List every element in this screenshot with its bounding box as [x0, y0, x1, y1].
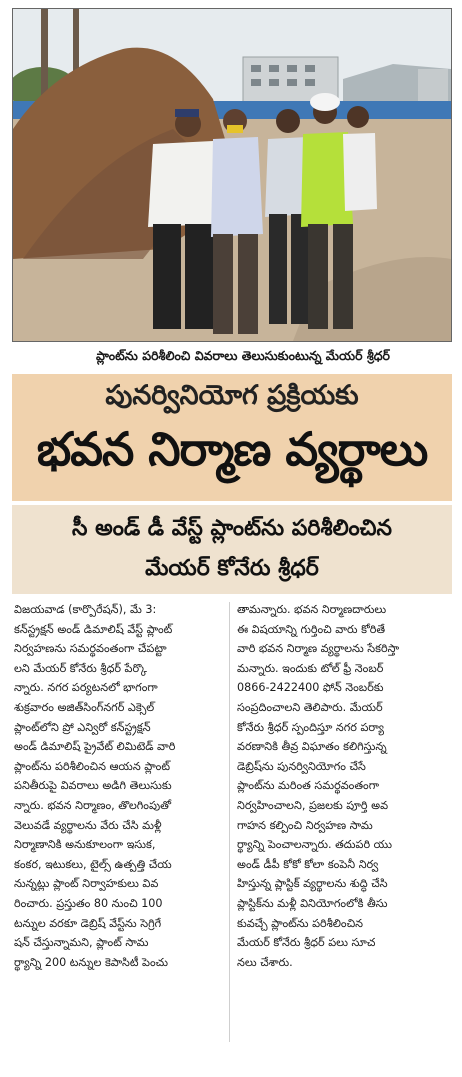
article-line: పనితీరుపై వివరాలు అడిగి తెలుసుకు [14, 779, 172, 793]
article-line: శుక్రవారం అజిత్‌సింగ్‌నగర్ ఎక్సెల్ [14, 700, 155, 714]
article-line: నిర్వహణను సమర్థవంతంగా చేపట్టా [14, 642, 167, 656]
article-line: విజయవాడ (కార్పొరేషన్), మే 3: [14, 603, 157, 616]
headline-kicker: పునర్వినియోగ ప్రక్రియకు [105, 380, 359, 411]
news-photo-illustration [13, 9, 451, 341]
article-line: ప్లాంట్‌ను మరింత సమర్థవంతంగా [237, 779, 380, 793]
article-line: టన్నుల వరకూ డెబ్రిష్ వేస్ట్‌ను సెగ్రిగే [14, 916, 162, 930]
article-line: మన్నారు. ఇందుకు టోల్ ఫ్రీ నెంబర్ [237, 661, 384, 675]
article-line: నున్నట్లు ప్లాంట్ నిర్వాహకులు వివ [14, 877, 159, 891]
article-line: 0866-2422400 ఫోన్ నెంబర్‌కు [237, 681, 384, 695]
article-line: న్నారు. భవన నిర్మాణం, తొలగింపుతో [14, 798, 172, 812]
article-line: నలు చేశారు. [237, 955, 293, 969]
article-line: డెబ్రిష్‌ను పునర్వినియోగం చేసే [237, 759, 366, 773]
article-column-left [14, 600, 226, 972]
article-line: అండ్ డీపీ కోకో కోలా కంపెనీ నిర్వ [237, 857, 379, 871]
article-line: వరణానికి తీవ్ర విఘాతం కలిగిస్తున్న [237, 740, 387, 754]
article-line: తామన్నారు. భవన నిర్మాణదారులు [237, 603, 387, 616]
news-photo [12, 8, 452, 342]
article-line: కువచ్చే ప్లాంట్‌ను పరిశీలించిన [237, 916, 364, 930]
headline-box [12, 374, 452, 501]
article-line: అండ్ డిమాలిష్ ప్రైవేట్ లిమిటెడ్ వారి [14, 740, 176, 754]
article-line: వెలువడే వ్యర్థాలను వేరు చేసి మళ్లీ [14, 818, 162, 832]
article-line: కోనేరు శ్రీధర్ స్పందిస్తూ నగర పర్యా [237, 720, 385, 734]
article-line: ప్లాస్టిక్‌ను మళ్లీ వినియోగంలోకి తీసు [237, 896, 388, 910]
headline-title: భవన నిర్మాణ వ్యర్థాలు [36, 422, 428, 476]
article-line: సంప్రదించాలని తెలిపారు. మేయర్ [237, 700, 383, 714]
subheadline-line-2: మేయర్ కోనేరు శ్రీధర్ [145, 555, 319, 581]
article-line: ఈ విషయాన్ని గుర్తించి వారు కోరితే [237, 622, 386, 636]
article-line: హిస్తున్న ప్లాస్టిక్ వ్యర్థాలను శుద్ధి చేసి [237, 877, 388, 891]
article-line: రించారు. ప్రస్తుతం 80 నుంచి 100 [14, 896, 163, 910]
article-line: నిర్వహించాలని, ప్రజలకు పూర్తి అవ [237, 798, 389, 812]
article-line: కన్‌స్ట్రక్షన్ అండ్ డిమాలిష్ వేస్ట్ ప్లాంట్ [14, 622, 173, 636]
article-line: లని మేయర్ కోనేరు శ్రీధర్ పేర్కొ [14, 661, 147, 675]
article-line: న్నారు. నగర పర్యటనలో భాగంగా [14, 681, 158, 695]
article-line: గాహన కల్పించి నిర్వహణ సామ [237, 818, 373, 832]
article-line: షన్ చేస్తున్నామని, ప్లాంట్ సామ [14, 936, 149, 950]
article-column-right [237, 600, 449, 972]
article-line: వారి భవన నిర్మాణ వ్యర్థాలను సేకరిస్తా [237, 642, 400, 656]
subheadline-line-1: సీ అండ్ డీ వేస్ట్ ప్లాంట్‌ను పరిశీలించిన [72, 515, 392, 541]
column-divider [229, 602, 230, 1042]
article-line: ర్థ్యాన్ని 200 టన్నుల కెపాసిటీ పెంచు [14, 955, 169, 969]
subheadline-box [12, 505, 452, 594]
photo-caption: ప్లాంట్‌ను పరిశీలించి వివరాలు తెలుసుకుంటున్న మేయర్ శ్రీధర్ [96, 348, 390, 363]
article-line: కంకర, ఇటుకలు, టైల్స్ ఉత్పత్తి చేయ [14, 857, 172, 871]
article-line: నిర్మాణానికి అనుకూలంగా ఇసుక, [14, 838, 156, 852]
article-line: మేయర్ కోనేరు శ్రీధర్ పలు సూచ [237, 936, 376, 950]
article-line: ప్లాంట్‌ను పరిశీలించిన ఆయన ప్లాంట్ [14, 759, 170, 773]
article-line: ర్థ్యాన్ని పెంచాలన్నారు. తదుపరి యు [237, 838, 392, 852]
article-line: ప్లాంట్‌లోని ప్రో ఎన్విరో కన్‌స్ట్రక్షన్ [14, 720, 151, 734]
